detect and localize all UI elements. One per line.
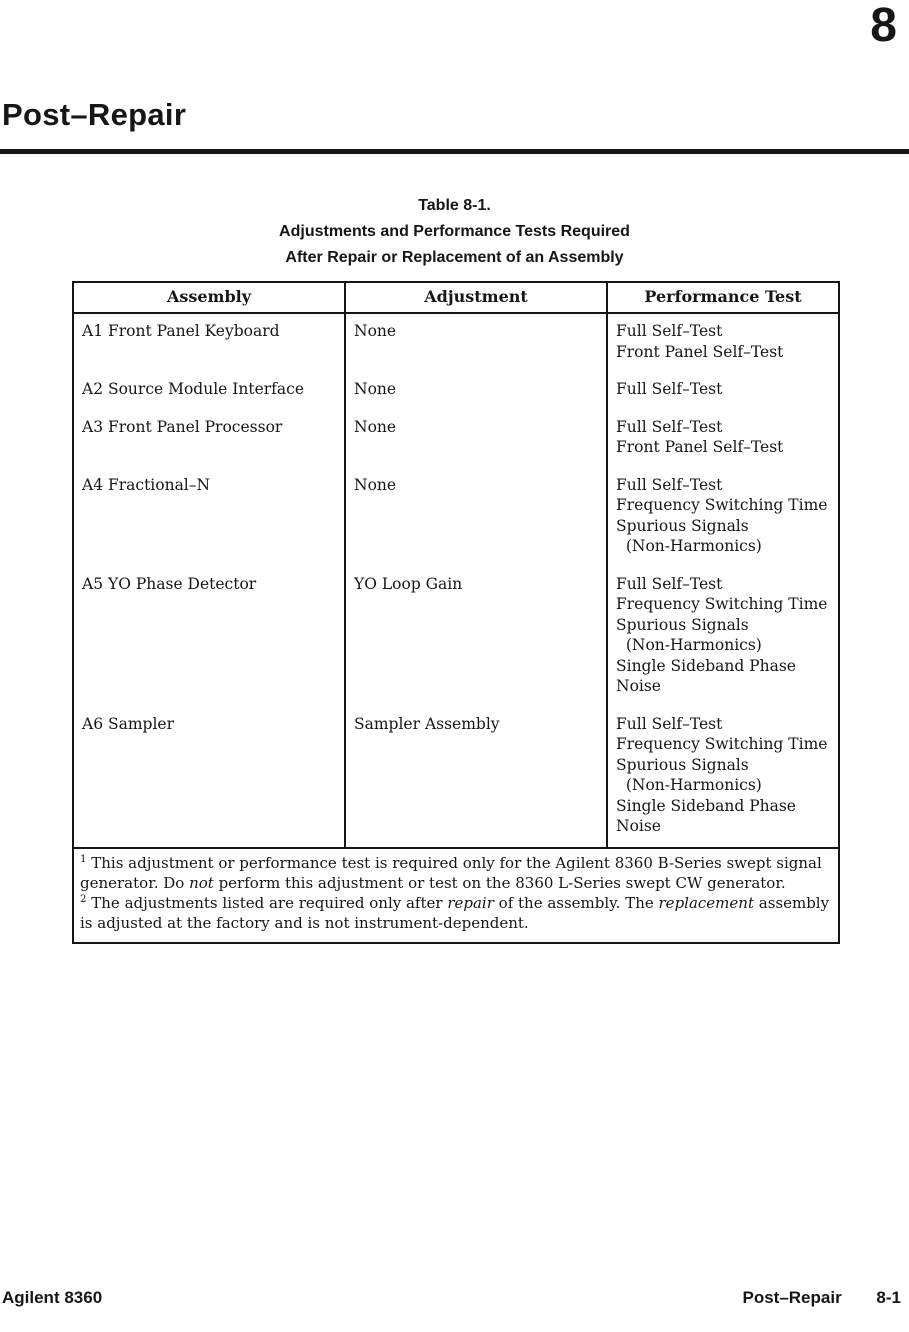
- footer-page-number: 8-1: [876, 1288, 901, 1307]
- table-caption-title-line2: After Repair or Replacement of an Assembly: [285, 249, 624, 266]
- column-header-performance-test: Performance Test: [607, 282, 839, 313]
- assembly-cell: A3 Front Panel Processor: [73, 410, 345, 468]
- performance-test-line: Spurious Signals: [616, 755, 749, 774]
- performance-test-line: Full Self–Test: [616, 380, 723, 398]
- table-caption-title-line1: Adjustments and Performance Tests Required: [279, 223, 630, 240]
- footer-chapter-page: [742, 1288, 901, 1308]
- footnote-text-segment: repair: [447, 893, 494, 912]
- performance-test-line: Full Self–Test: [616, 574, 723, 593]
- footnote-text-segment: The adjustments listed are required only after: [86, 893, 448, 912]
- performance-test-line: (Non-Harmonics): [616, 636, 762, 654]
- performance-test-line: Spurious Signals: [616, 615, 749, 634]
- table-caption-number: Table 8-1.: [418, 197, 491, 214]
- performance-test-cell: [607, 372, 839, 410]
- table-row: [73, 410, 839, 468]
- footnote-marker: 2: [80, 893, 87, 905]
- adjustment-cell: YO Loop Gain: [345, 567, 607, 707]
- adjustments-table: [72, 281, 840, 944]
- column-header-assembly: Assembly: [73, 282, 345, 313]
- table-header-row: [73, 282, 839, 313]
- performance-test-cell: [607, 410, 839, 468]
- assembly-cell: A5 YO Phase Detector: [73, 567, 345, 707]
- assembly-cell: A6 Sampler: [73, 707, 345, 848]
- performance-test-line: Front Panel Self–Test: [616, 342, 784, 361]
- performance-test-line: Full Self–Test: [616, 475, 723, 494]
- performance-test-line: Front Panel Self–Test: [616, 438, 784, 456]
- footnotes-cell: [73, 848, 839, 943]
- footnote-text-segment: assembly is adjusted at the factory and is not instrument-dependent.: [80, 893, 830, 932]
- performance-test-line: Full Self–Test: [616, 714, 723, 733]
- performance-test-line: Full Self–Test: [616, 322, 723, 340]
- footnote-text-segment: This adjustment or performance test is required only for the Agilent 8360 B-Series swept signal generator. Do: [80, 853, 822, 892]
- adjustment-cell: None: [345, 468, 607, 567]
- performance-test-line: Frequency Switching Time: [616, 595, 828, 613]
- footnote-marker: 1: [80, 853, 87, 865]
- column-header-adjustment: Adjustment: [345, 282, 607, 313]
- table-row: [73, 567, 839, 707]
- performance-test-line: (Non-Harmonics): [616, 537, 762, 555]
- performance-test-cell: [607, 313, 839, 372]
- table-row: [73, 468, 839, 567]
- heading-rule: [0, 149, 909, 154]
- table-row: [73, 313, 839, 372]
- table-body: [73, 313, 839, 848]
- table-footnote: [80, 853, 830, 893]
- performance-test-cell: [607, 468, 839, 567]
- performance-test-cell: [607, 567, 839, 707]
- footer-chapter-title: Post–Repair: [742, 1288, 842, 1307]
- adjustment-cell: None: [345, 410, 607, 468]
- footer-product-name: Agilent 8360: [2, 1288, 103, 1307]
- table-row: [73, 372, 839, 410]
- assembly-cell: A1 Front Panel Keyboard: [73, 313, 345, 372]
- performance-test-line: Frequency Switching Time: [616, 735, 828, 753]
- assembly-cell: A4 Fractional–N: [73, 468, 345, 567]
- table-row: [73, 707, 839, 848]
- chapter-number: 8: [870, 0, 897, 52]
- footnote-text-segment: replacement: [658, 893, 754, 912]
- performance-test-line: Frequency Switching Time: [616, 496, 828, 514]
- footnote-text-segment: perform this adjustment or test on the 8360 L-Series swept CW generator.: [213, 873, 786, 892]
- table-caption: [0, 193, 909, 271]
- adjustment-cell: Sampler Assembly: [345, 707, 607, 848]
- page-footer: [2, 1288, 901, 1308]
- performance-test-line: Full Self–Test: [616, 417, 723, 436]
- performance-test-line: Single Sideband Phase Noise: [616, 796, 801, 835]
- adjustment-cell: None: [345, 372, 607, 410]
- footnotes-row: [73, 848, 839, 943]
- performance-test-cell: [607, 707, 839, 848]
- adjustments-table-container: [72, 281, 840, 944]
- footnote-text-segment: of the assembly. The: [493, 893, 659, 912]
- adjustment-cell: None: [345, 313, 607, 372]
- performance-test-line: Spurious Signals: [616, 516, 749, 535]
- footnote-text-segment: not: [189, 873, 214, 892]
- performance-test-line: Single Sideband Phase Noise: [616, 656, 801, 695]
- page-title: Post–Repair: [2, 97, 187, 132]
- performance-test-line: (Non-Harmonics): [616, 776, 762, 794]
- assembly-cell: A2 Source Module Interface: [73, 372, 345, 410]
- table-footnote: [80, 893, 830, 933]
